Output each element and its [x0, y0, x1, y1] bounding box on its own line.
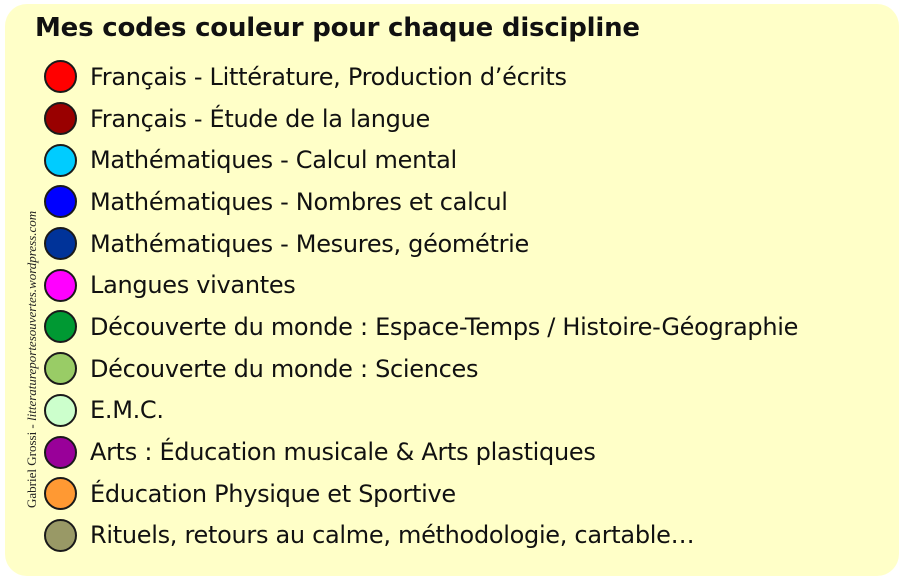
legend-item: [41, 56, 798, 98]
color-swatch: [44, 60, 77, 93]
color-swatch: [44, 352, 77, 385]
legend-label: Mathématiques - Nombres et calcul: [90, 187, 508, 216]
legend-item: [41, 223, 798, 265]
color-swatch: [44, 102, 77, 135]
legend-label: E.M.C.: [90, 396, 164, 425]
legend-card: [5, 4, 899, 576]
page-title: Mes codes couleur pour chaque discipline: [35, 13, 640, 43]
credit-author: Gabriel Grossi: [24, 431, 39, 508]
legend-item: [41, 98, 798, 140]
legend-item: [41, 390, 798, 432]
legend-item: [41, 473, 798, 515]
legend-item: [41, 181, 798, 223]
legend-label: Rituels, retours au calme, méthodologie, cartable…: [90, 521, 695, 550]
color-swatch: [44, 394, 77, 427]
color-swatch: [44, 227, 77, 260]
legend-label: Découverte du monde : Espace-Temps / Histoire-Géographie: [90, 312, 799, 341]
legend-item: [41, 306, 798, 348]
legend-label: Langues vivantes: [90, 271, 296, 300]
legend-label: Découverte du monde : Sciences: [90, 354, 479, 383]
legend-label: Éducation Physique et Sportive: [90, 479, 456, 508]
color-swatch: [44, 269, 77, 302]
credit-separator: -: [24, 420, 39, 432]
legend-label: Arts : Éducation musicale & Arts plastiques: [90, 438, 596, 467]
legend-label: Français - Étude de la langue: [90, 104, 430, 133]
legend-label: Mathématiques - Calcul mental: [90, 146, 457, 175]
color-swatch: [44, 436, 77, 469]
legend-label: Français - Littérature, Production d’écrits: [90, 62, 567, 91]
color-swatch: [44, 477, 77, 510]
legend-item: [41, 264, 798, 306]
legend-item: [41, 515, 798, 557]
color-swatch: [44, 519, 77, 552]
legend-item: [41, 431, 798, 473]
color-swatch: [44, 144, 77, 177]
author-credit: [24, 211, 40, 508]
color-swatch: [44, 185, 77, 218]
legend-item: [41, 348, 798, 390]
color-legend: [41, 56, 798, 556]
legend-item: [41, 139, 798, 181]
color-swatch: [44, 310, 77, 343]
credit-site: litteratureportesouvertes.wordpress.com: [24, 210, 39, 421]
legend-label: Mathématiques - Mesures, géométrie: [90, 229, 529, 258]
